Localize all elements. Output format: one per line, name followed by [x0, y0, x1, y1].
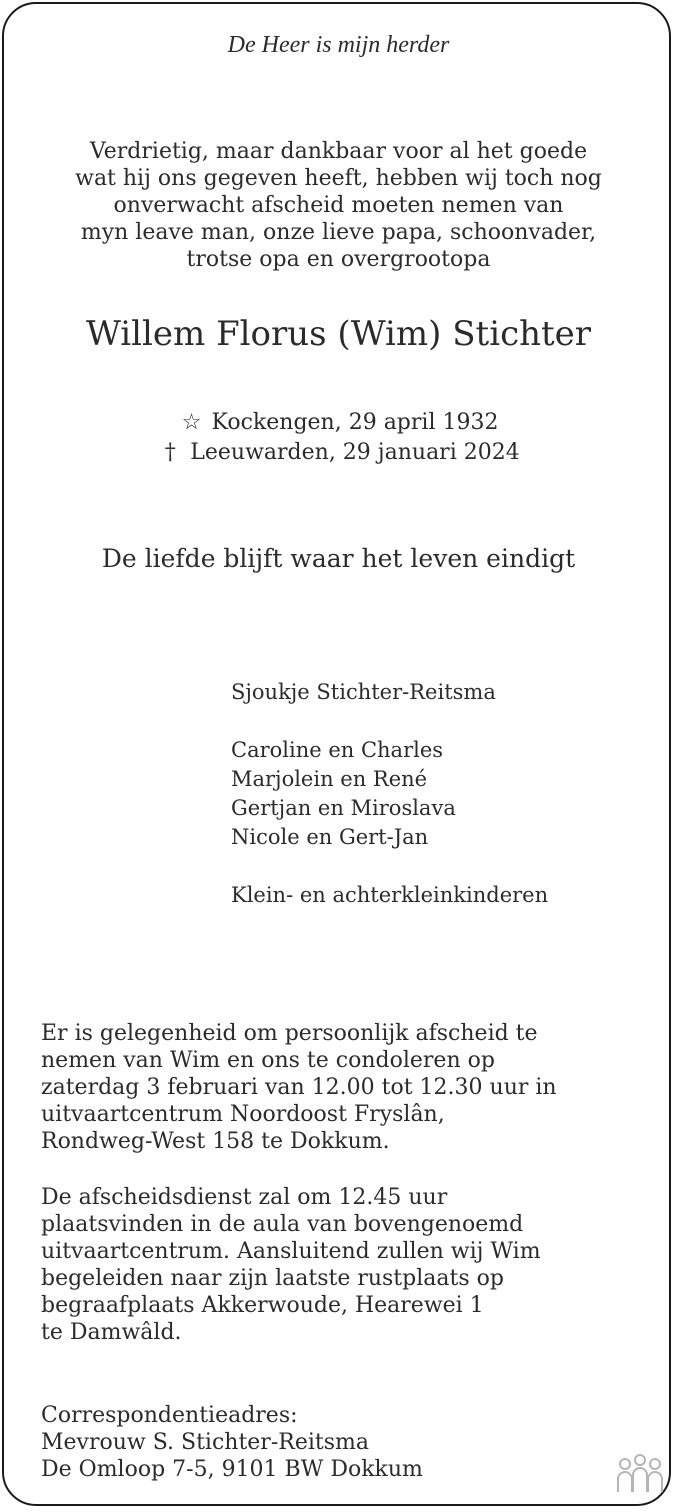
child-line: Marjolein en René — [231, 767, 428, 791]
paragraph-line: begraafplaats Akkerwoude, Hearewei 1 — [41, 1293, 484, 1318]
star-icon: ☆ — [181, 410, 202, 435]
paragraph-line: plaatsvinden in de aula van bovengenoemd — [41, 1212, 524, 1237]
death-row — [0, 438, 677, 468]
death-text: Leeuwarden, 29 januari 2024 — [190, 440, 520, 465]
intro-line: Verdrietig, maar dankbaar voor al het goede — [89, 139, 588, 164]
paragraph-line: De afscheidsdienst zal om 12.45 uur — [41, 1185, 448, 1210]
address-line: De Omloop 7-5, 9101 BW Dokkum — [41, 1457, 423, 1482]
intro-line: wat hij ons gegeven heeft, hebben wij toch nog — [75, 166, 602, 191]
correspondence-address — [41, 1402, 423, 1483]
service-paragraph — [41, 1184, 541, 1346]
paragraph-line: uitvaartcentrum Noordoost Fryslân, — [41, 1102, 445, 1127]
address-line: Mevrouw S. Stichter-Reitsma — [41, 1430, 369, 1455]
motto: De Heer is mijn herder — [227, 32, 450, 58]
deceased-name: Willem Florus (Wim) Stichter — [85, 314, 592, 354]
paragraph-line: Er is gelegenheid om persoonlijk afscheid te — [41, 1021, 538, 1046]
paragraph-line: nemen van Wim en ons te condoleren op — [41, 1048, 495, 1073]
grandchildren-line: Klein- en achterkleinkinderen — [231, 883, 549, 907]
quote: De liefde blijft waar het leven eindigt — [101, 544, 576, 573]
child-line: Gertjan en Miroslava — [231, 796, 456, 820]
cross-icon: † — [164, 440, 176, 465]
life-dates — [0, 408, 677, 468]
family-list — [231, 678, 548, 910]
paragraph-line: Rondweg-West 158 te Dokkum. — [41, 1129, 390, 1154]
birth-row — [0, 408, 677, 438]
people-group-icon — [616, 1452, 664, 1494]
address-line: Correspondentieadres: — [41, 1403, 298, 1428]
paragraph-line: zaterdag 3 februari van 12.00 tot 12.30 uur in — [41, 1075, 557, 1100]
birth-text: Kockengen, 29 april 1932 — [211, 410, 499, 435]
paragraph-line: begeleiden naar zijn laatste rustplaats op — [41, 1266, 504, 1291]
intro-line: onverwacht afscheid moeten nemen van — [113, 193, 564, 218]
intro-line: myn leave man, onze lieve papa, schoonvader, — [80, 220, 597, 245]
intro-line: trotse opa en overgrootopa — [186, 247, 491, 272]
child-line: Nicole en Gert-Jan — [231, 825, 429, 849]
child-line: Caroline en Charles — [231, 738, 444, 762]
spouse-name: Sjoukje Stichter-Reitsma — [231, 680, 496, 704]
paragraph-line: te Damwâld. — [41, 1320, 182, 1345]
condolence-paragraph — [41, 1020, 557, 1155]
intro-text — [0, 138, 677, 273]
paragraph-line: uitvaartcentrum. Aansluitend zullen wij Wim — [41, 1239, 541, 1264]
